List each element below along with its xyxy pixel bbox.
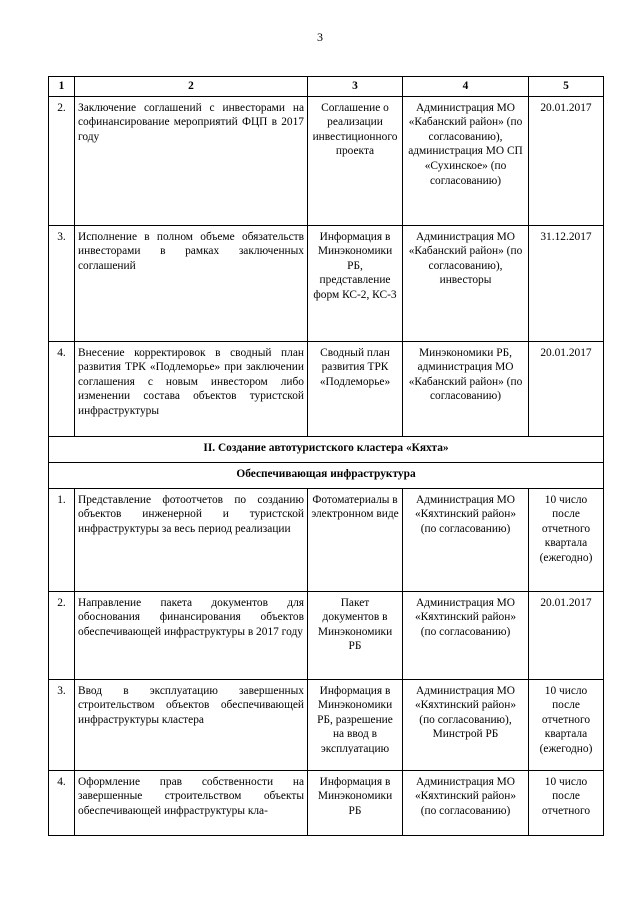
- table-row: [49, 225, 604, 341]
- page-number: 3: [317, 30, 323, 44]
- section-title: II. Создание автотуристского кластера «Кяхта»: [49, 436, 604, 462]
- row-result: Пакет документов в Минэкономики РБ: [308, 591, 403, 679]
- row-number: 4.: [49, 341, 75, 436]
- row-result: Информация в Минэкономики РБ: [308, 770, 403, 835]
- row-description: Заключение соглашений с инвесторами на софинансирование мероприятий ФЦП в 2017 году: [75, 96, 308, 225]
- row-responsible: Администрация МО «Кяхтинский район» (по согласованию): [403, 591, 529, 679]
- header-cell-4: 4: [403, 77, 529, 97]
- row-number: 3.: [49, 225, 75, 341]
- table-row: [49, 770, 604, 835]
- row-result: Сводный план развития ТРК «Подлеморье»: [308, 341, 403, 436]
- row-date: 20.01.2017: [529, 341, 604, 436]
- row-responsible: Администрация МО «Кабанский район» (по согласованию), администрация МО СП «Сухинское» (по согласованию): [403, 96, 529, 225]
- row-date: 10 число после отчетного: [529, 770, 604, 835]
- header-cell-5: 5: [529, 77, 604, 97]
- row-result: Соглашение о реализации инвестиционного проекта: [308, 96, 403, 225]
- header-row: [49, 77, 604, 97]
- row-description: Направление пакета документов для обоснования финансирования объектов обеспечивающей инфраструктуры в 2017 году: [75, 591, 308, 679]
- row-number: 2.: [49, 96, 75, 225]
- row-date: 20.01.2017: [529, 591, 604, 679]
- section-row: [49, 436, 604, 462]
- row-number: 4.: [49, 770, 75, 835]
- row-date: 20.01.2017: [529, 96, 604, 225]
- table-row: [49, 96, 604, 225]
- header-cell-3: 3: [308, 77, 403, 97]
- row-date: 31.12.2017: [529, 225, 604, 341]
- row-description: Исполнение в полном объеме обязательств инвесторами в рамках заключенных соглашений: [75, 225, 308, 341]
- table-row: [49, 679, 604, 770]
- table-row: [49, 488, 604, 591]
- row-responsible: Администрация МО «Кяхтинский район» (по согласованию): [403, 488, 529, 591]
- row-responsible: Администрация МО «Кяхтинский район» (по согласованию): [403, 770, 529, 835]
- table-row: [49, 591, 604, 679]
- row-number: 3.: [49, 679, 75, 770]
- table-row: [49, 341, 604, 436]
- subsection-title: Обеспечивающая инфраструктура: [49, 462, 604, 488]
- row-number: 1.: [49, 488, 75, 591]
- row-description: Представление фотоотчетов по созданию объектов инженерной и туристской инфраструктуры за весь период реализации: [75, 488, 308, 591]
- row-responsible: Минэкономики РБ, администрация МО «Кабанский район» (по согласованию): [403, 341, 529, 436]
- row-description: Ввод в эксплуатацию завершенных строительством объектов обеспечивающей инфраструктуры кластера: [75, 679, 308, 770]
- header-cell-1: 1: [49, 77, 75, 97]
- row-number: 2.: [49, 591, 75, 679]
- row-description: Оформление прав собственности на завершенные строительством объекты обеспечивающей инфраструктуры кла-: [75, 770, 308, 835]
- row-result: Информация в Минэкономики РБ, представление форм КС-2, КС-3: [308, 225, 403, 341]
- row-result: Фотоматериалы в электронном виде: [308, 488, 403, 591]
- header-cell-2: 2: [75, 77, 308, 97]
- subsection-row: [49, 462, 604, 488]
- row-result: Информация в Минэкономики РБ, разрешение на ввод в эксплуатацию: [308, 679, 403, 770]
- row-responsible: Администрация МО «Кабанский район» (по согласованию), инвесторы: [403, 225, 529, 341]
- row-responsible: Администрация МО «Кяхтинский район» (по согласованию), Минстрой РБ: [403, 679, 529, 770]
- row-date: 10 число после отчетного квартала (ежегодно): [529, 679, 604, 770]
- row-description: Внесение корректировок в сводный план развития ТРК «Подлеморье» при заключении соглашения с новым инвестором либо изменении состава объектов туристской инфраструктуры: [75, 341, 308, 436]
- row-date: 10 число после отчетного квартала (ежегодно): [529, 488, 604, 591]
- action-plan-table: [48, 76, 604, 836]
